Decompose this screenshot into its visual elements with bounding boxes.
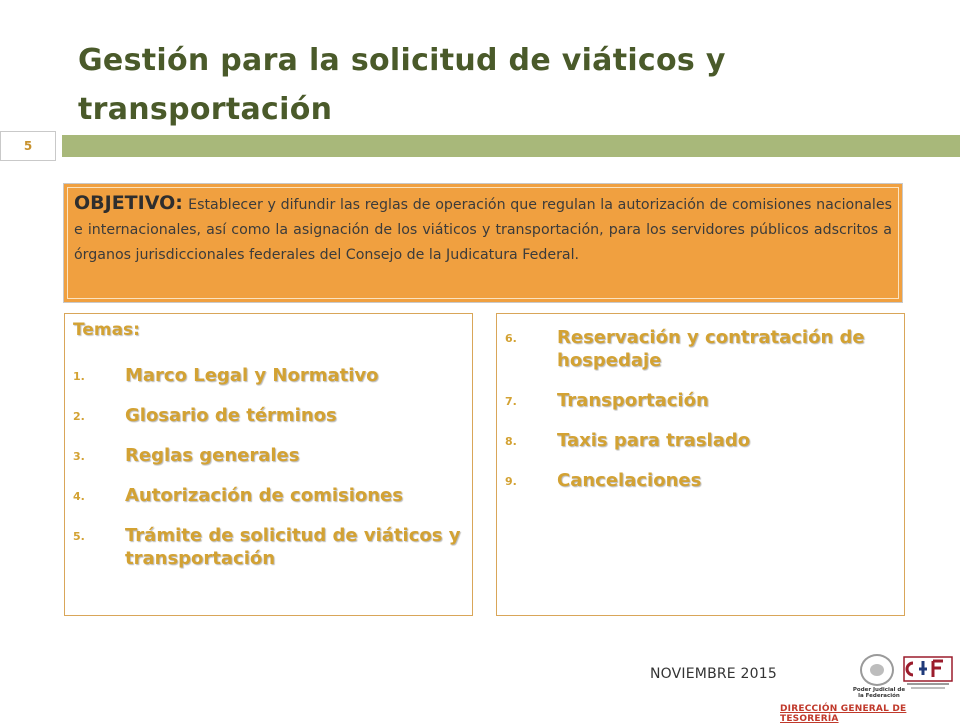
objective-heading: OBJETIVO: [74, 192, 183, 214]
list-number: 7. [505, 395, 517, 408]
pjf-logo-text: Poder Judicial de la Federación [852, 687, 906, 699]
seal-icon [860, 654, 894, 686]
topics-label: Temas: [73, 320, 140, 340]
list-number: 1. [73, 370, 85, 383]
list-text: Autorización de comisiones [125, 485, 403, 506]
title-rule [62, 135, 960, 157]
slide-title: Gestión para la solicitud de viáticos y transportación [78, 43, 726, 127]
list-text: Trámite de solicitud de viáticos y transportación [125, 525, 461, 569]
list-text: Cancelaciones [557, 470, 702, 491]
list-item [73, 404, 463, 427]
list-item [73, 364, 463, 387]
cjf-logo-icon [903, 655, 953, 691]
slide-number: 5 [0, 131, 56, 161]
topics-box-left [64, 313, 473, 616]
list-item [73, 484, 463, 507]
department-footer: DIRECCIÓN GENERAL DE TESORERÍA [780, 704, 907, 724]
topics-list-left [73, 364, 463, 587]
list-item [505, 469, 895, 492]
presentation-date: NOVIEMBRE 2015 [650, 666, 777, 682]
list-item [505, 429, 895, 452]
list-item [505, 326, 895, 372]
list-text: Transportación [557, 390, 709, 411]
list-text: Reglas generales [125, 445, 300, 466]
list-number: 3. [73, 450, 85, 463]
list-item [505, 389, 895, 412]
list-text: Taxis para traslado [557, 430, 751, 451]
objective-box [63, 183, 903, 303]
list-number: 8. [505, 435, 517, 448]
topics-box-right [496, 313, 905, 616]
list-text: Glosario de términos [125, 405, 337, 426]
list-number: 9. [505, 475, 517, 488]
list-text: Reservación y contratación de hospedaje [557, 327, 865, 371]
objective-text: Establecer y difundir las reglas de operación que regulan la autorización de comisiones nacionales e internacionales, así como la asignación de los viáticos y transportación, para los servidores públicos adscritos a órganos jurisdiccionales federales del Consejo de la Judicatura Federal. [74, 197, 892, 263]
list-number: 6. [505, 332, 517, 345]
topics-list-right [505, 326, 895, 509]
list-number: 4. [73, 490, 85, 503]
list-text: Marco Legal y Normativo [125, 365, 379, 386]
list-number: 2. [73, 410, 85, 423]
list-item [73, 524, 463, 570]
list-item [73, 444, 463, 467]
list-number: 5. [73, 530, 85, 543]
